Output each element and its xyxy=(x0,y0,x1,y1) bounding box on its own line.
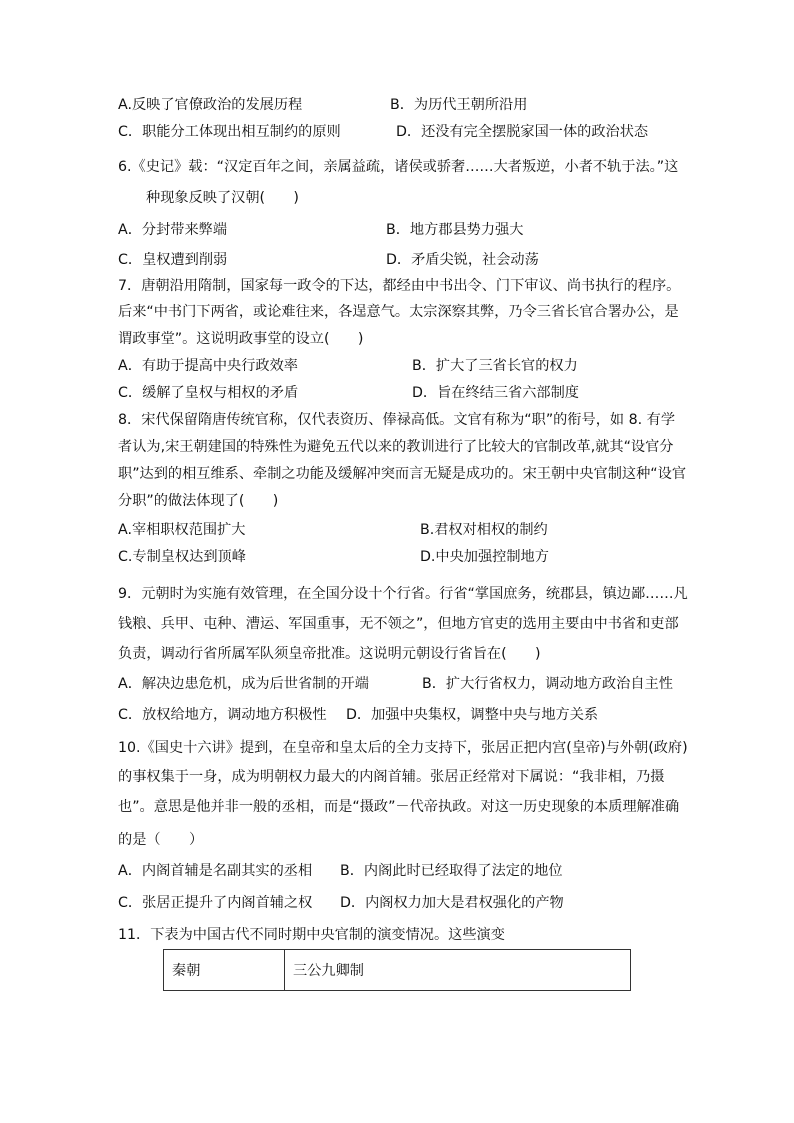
q7-stem-line-3: 谓政事堂”。这说明政事堂的设立( ) xyxy=(118,331,364,347)
q8-stem-line-1: 8．宋代保留隋唐传统官称，仅代表资历、俸禄高低。文官有称为“职”的衔号，如 8. 有学 xyxy=(118,412,676,428)
q8-option-d: D.中央加强控制地方 xyxy=(420,549,549,565)
q9-option-c: C．放权给地方，调动地方积极性 xyxy=(118,707,327,723)
q9-option-d: D．加强中央集权，调整中央与地方关系 xyxy=(346,707,599,723)
q5-option-a: A.反映了官僚政治的发展历程 xyxy=(118,97,303,113)
q10-stem-line-1: 10.《国史十六讲》提到，在皇帝和皇太后的全力支持下，张居正把内宫(皇帝)与外朝(政府) xyxy=(118,740,688,756)
q7-stem-line-1: 7．唐朝沿用隋制，国家每一政令的下达，都经由中书出令、门下审议、尚书执行的程序。 xyxy=(118,278,681,294)
q8-stem-line-3: 职”达到的相互维系、牵制之功能及缓解冲突而言无疑是成功的。宋王朝中央官制这种“设官 xyxy=(118,466,687,482)
q6-stem-line-2: 种现象反映了汉朝( ) xyxy=(146,190,299,206)
q10-option-b: B．内阁此时已经取得了法定的地位 xyxy=(340,863,563,879)
q8-option-b: B.君权对相权的制约 xyxy=(420,522,548,538)
q9-stem-line-1: 9．元朝时为实施有效管理，在全国分设十个行省。行省“掌国庶务，统郡县，镇边鄙……凡 xyxy=(118,586,688,602)
q5-option-b: B．为历代王朝所沿用 xyxy=(390,97,528,113)
q9-stem-line-2: 钱粮、兵甲、屯种、漕运、军国重事，无不领之”，但地方官吏的选用主要由中书省和吏部 xyxy=(118,616,679,632)
q9-stem-line-3: 负责，调动行省所属军队须皇帝批准。这说明元朝设行省旨在( ) xyxy=(118,646,541,662)
q10-option-a: A．内阁首辅是名副其实的丞相 xyxy=(118,863,313,879)
table-cell-dynasty: 秦朝 xyxy=(164,950,285,991)
q10-stem-line-2: 的事权集于一身，成为明朝权力最大的内阁首辅。张居正经常对下属说：“我非相，乃摄 xyxy=(118,769,665,785)
q5-option-d: D．还没有完全摆脱家国一体的政治状态 xyxy=(396,124,649,140)
q9-option-b: B．扩大行省权力，调动地方政治自主性 xyxy=(422,676,673,692)
q10-stem-line-3: 也”。意思是他并非一般的丞相，而是“摄政”－代帝执政。对这一历史现象的本质理解准确 xyxy=(118,799,680,815)
q9-option-a: A．解决边患危机，成为后世省制的开端 xyxy=(118,676,369,692)
q8-option-c: C.专制皇权达到顶峰 xyxy=(118,549,246,565)
q8-option-a: A.宰相职权范围扩大 xyxy=(118,522,246,538)
q5-option-c: C．职能分工体现出相互制约的原则 xyxy=(118,124,341,140)
q8-stem-line-4: 分职”的做法体现了( ) xyxy=(118,493,279,509)
q6-option-b: B．地方郡县势力强大 xyxy=(386,222,524,238)
q7-option-d: D．旨在终结三省六部制度 xyxy=(412,385,579,401)
q6-option-c: C．皇权遭到削弱 xyxy=(118,252,228,268)
q10-option-c: C．张居正提升了内阁首辅之权 xyxy=(118,895,313,911)
table-cell-system: 三公九卿制 xyxy=(285,950,631,991)
q11-table xyxy=(163,949,631,991)
table-row xyxy=(164,950,631,991)
q10-option-d: D．内阁权力加大是君权强化的产物 xyxy=(340,895,564,911)
q11-stem-line-1: 11．下表为中国古代不同时期中央官制的演变情况。这些演变 xyxy=(118,927,505,943)
q7-option-c: C．缓解了皇权与相权的矛盾 xyxy=(118,385,299,401)
q7-option-b: B．扩大了三省长官的权力 xyxy=(412,358,578,374)
q7-stem-line-2: 后来“中书门下两省，或论难往来，各逞意气。太宗深察其弊，乃令三省长官合署办公，是 xyxy=(118,304,679,320)
q6-stem-line-1: 6.《史记》载：“汉定百年之间，亲属益疏，诸侯或骄奢……大者叛逆，小者不轨于法。”这 xyxy=(118,159,679,175)
q7-option-a: A．有助于提高中央行政效率 xyxy=(118,358,298,374)
q6-option-a: A．分封带来弊端 xyxy=(118,222,228,238)
q10-stem-line-4: 的是（ ） xyxy=(118,832,204,848)
q6-option-d: D．矛盾尖锐，社会动荡 xyxy=(386,252,539,268)
q8-stem-line-2: 者认为,宋王朝建国的特殊性为避免五代以来的教训进行了比较大的官制改革,就其“设官分 xyxy=(118,439,674,455)
